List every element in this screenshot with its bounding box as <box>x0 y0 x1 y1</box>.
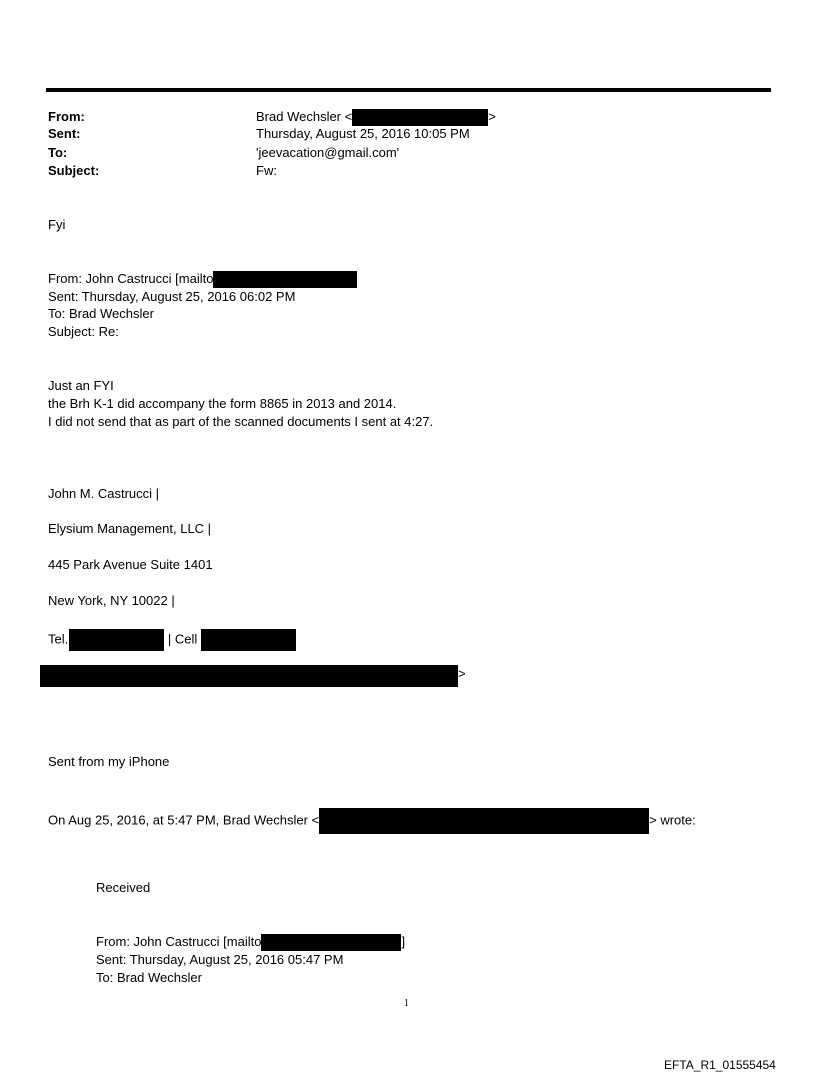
quoted-to: To: Brad Wechsler <box>96 970 202 985</box>
to-value[interactable]: 'jeevacation@gmail.com' <box>256 145 400 160</box>
fwd-from-text: From: John Castrucci [mailto <box>48 271 214 286</box>
signature-email-end: > <box>458 666 466 681</box>
fyi-text: Fyi <box>48 217 66 232</box>
redaction-box <box>261 934 401 951</box>
body-line-2: the Brh K-1 did accompany the form 8865 in 2013 and 2014. <box>48 396 397 411</box>
fwd-sent: Sent: Thursday, August 25, 2016 06:02 PM <box>48 289 296 304</box>
to-label: To: <box>48 145 68 160</box>
body-line-1: Just an FYI <box>48 378 114 393</box>
tel-label: Tel. <box>48 631 69 647</box>
quoted-from-text: From: John Castrucci [mailto <box>96 934 262 949</box>
sent-from-iphone: Sent from my iPhone <box>48 754 170 769</box>
subject-value: Fw: <box>256 163 277 178</box>
redaction-box <box>352 109 488 126</box>
sent-value: Thursday, August 25, 2016 10:05 PM <box>256 126 470 141</box>
quoted-from <box>96 934 405 951</box>
redaction-box <box>201 629 296 651</box>
header-rule <box>46 88 771 92</box>
quoted-sent: Sent: Thursday, August 25, 2016 05:47 PM <box>96 952 344 967</box>
signature-company: Elysium Management, LLC | <box>48 521 212 536</box>
redaction-box <box>69 629 164 651</box>
reply-prefix: On Aug 25, 2016, at 5:47 PM, Brad Wechsler < <box>48 812 320 828</box>
redaction-box <box>319 808 649 834</box>
page-number: 1 <box>404 998 409 1009</box>
reply-attribution <box>48 808 696 834</box>
fwd-subject: Subject: Re: <box>48 324 119 339</box>
reply-suffix: > wrote: <box>649 812 696 828</box>
redaction-box <box>40 665 458 687</box>
sent-label: Sent: <box>48 126 81 141</box>
body-line-3: I did not send that as part of the scanned documents I sent at 4:27. <box>48 414 434 429</box>
quoted-from-end: ] <box>401 934 406 949</box>
quoted-received: Received <box>96 880 151 895</box>
subject-label: Subject: <box>48 163 100 178</box>
fwd-to: To: Brad Wechsler <box>48 306 154 321</box>
fwd-from <box>48 271 357 288</box>
signature-city: New York, NY 10022 | <box>48 593 175 608</box>
from-value <box>256 109 496 126</box>
redaction-box <box>213 271 357 288</box>
from-value-end: > <box>488 109 496 124</box>
document-id: EFTA_R1_01555454 <box>664 1058 776 1072</box>
from-value-text: Brad Wechsler < <box>256 109 353 124</box>
cell-label: | Cell <box>167 631 198 647</box>
signature-address: 445 Park Avenue Suite 1401 <box>48 557 213 572</box>
from-label: From: <box>48 109 85 124</box>
signature-tel-line <box>48 629 296 651</box>
signature-name: John M. Castrucci | <box>48 486 160 501</box>
